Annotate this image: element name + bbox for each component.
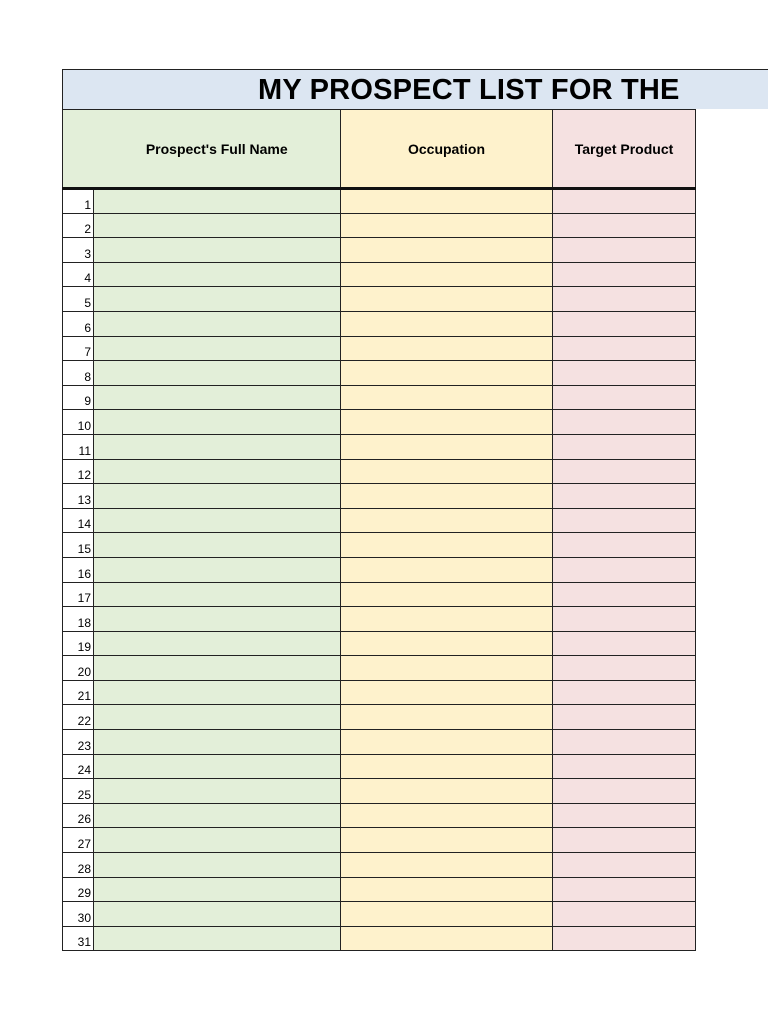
product-cell[interactable] [553, 754, 696, 779]
name-cell[interactable] [94, 557, 341, 582]
product-cell[interactable] [553, 926, 696, 951]
occupation-cell[interactable] [341, 631, 553, 656]
occupation-cell[interactable] [341, 926, 553, 951]
row-number: 16 [63, 557, 94, 582]
name-cell[interactable] [94, 680, 341, 705]
table-row [63, 631, 696, 656]
product-cell[interactable] [553, 434, 696, 459]
occupation-cell[interactable] [341, 705, 553, 730]
column-header-product: Target Product [553, 110, 696, 189]
row-number: 12 [63, 459, 94, 484]
name-cell[interactable] [94, 508, 341, 533]
table-row [63, 533, 696, 558]
occupation-cell[interactable] [341, 287, 553, 312]
row-number: 26 [63, 803, 94, 828]
product-cell[interactable] [553, 803, 696, 828]
row-number: 6 [63, 311, 94, 336]
table-row [63, 361, 696, 386]
occupation-cell[interactable] [341, 311, 553, 336]
row-number: 17 [63, 582, 94, 607]
table-row [63, 705, 696, 730]
table-row [63, 779, 696, 804]
prospect-table [62, 109, 696, 951]
product-cell[interactable] [553, 828, 696, 853]
table-row [63, 385, 696, 410]
name-cell[interactable] [94, 754, 341, 779]
product-cell[interactable] [553, 508, 696, 533]
product-cell[interactable] [553, 877, 696, 902]
name-cell[interactable] [94, 238, 341, 263]
name-cell[interactable] [94, 533, 341, 558]
product-cell[interactable] [553, 238, 696, 263]
table-row [63, 311, 696, 336]
row-number: 9 [63, 385, 94, 410]
occupation-cell[interactable] [341, 730, 553, 755]
row-number: 29 [63, 877, 94, 902]
table-row [63, 459, 696, 484]
row-number: 23 [63, 730, 94, 755]
table-row [63, 803, 696, 828]
occupation-cell[interactable] [341, 533, 553, 558]
table-row [63, 557, 696, 582]
name-cell[interactable] [94, 336, 341, 361]
occupation-cell[interactable] [341, 508, 553, 533]
table-row [63, 189, 696, 214]
name-cell[interactable] [94, 631, 341, 656]
occupation-cell[interactable] [341, 877, 553, 902]
product-cell[interactable] [553, 189, 696, 214]
row-number: 25 [63, 779, 94, 804]
occupation-cell[interactable] [341, 262, 553, 287]
occupation-cell[interactable] [341, 189, 553, 214]
row-number: 31 [63, 926, 94, 951]
product-cell[interactable] [553, 730, 696, 755]
row-number: 8 [63, 361, 94, 386]
name-cell[interactable] [94, 779, 341, 804]
row-number: 11 [63, 434, 94, 459]
name-cell[interactable] [94, 189, 341, 214]
product-cell[interactable] [553, 213, 696, 238]
product-cell[interactable] [553, 607, 696, 632]
product-cell[interactable] [553, 779, 696, 804]
name-cell[interactable] [94, 213, 341, 238]
row-number: 19 [63, 631, 94, 656]
product-cell[interactable] [553, 385, 696, 410]
name-cell[interactable] [94, 582, 341, 607]
product-cell[interactable] [553, 484, 696, 509]
name-cell[interactable] [94, 287, 341, 312]
product-cell[interactable] [553, 582, 696, 607]
occupation-cell[interactable] [341, 434, 553, 459]
table-row [63, 582, 696, 607]
sheet-title: MY PROSPECT LIST FOR THE [258, 74, 680, 106]
product-cell[interactable] [553, 287, 696, 312]
table-row [63, 607, 696, 632]
table-row [63, 287, 696, 312]
product-cell[interactable] [553, 361, 696, 386]
table-row [63, 853, 696, 878]
row-number: 10 [63, 410, 94, 435]
row-number: 30 [63, 902, 94, 927]
product-cell[interactable] [553, 656, 696, 681]
name-cell[interactable] [94, 434, 341, 459]
occupation-cell[interactable] [341, 385, 553, 410]
occupation-cell[interactable] [341, 902, 553, 927]
row-number-header [63, 110, 94, 189]
product-cell[interactable] [553, 557, 696, 582]
column-header-name: Prospect's Full Name [94, 110, 341, 189]
name-cell[interactable] [94, 705, 341, 730]
table-row [63, 508, 696, 533]
table-row [63, 410, 696, 435]
row-number: 4 [63, 262, 94, 287]
table-row [63, 336, 696, 361]
name-cell[interactable] [94, 656, 341, 681]
occupation-cell[interactable] [341, 607, 553, 632]
name-cell[interactable] [94, 607, 341, 632]
name-cell[interactable] [94, 877, 341, 902]
name-cell[interactable] [94, 828, 341, 853]
table-row [63, 926, 696, 951]
name-cell[interactable] [94, 311, 341, 336]
name-cell[interactable] [94, 926, 341, 951]
occupation-cell[interactable] [341, 582, 553, 607]
table-body [63, 189, 696, 951]
table-row [63, 213, 696, 238]
occupation-cell[interactable] [341, 361, 553, 386]
name-cell[interactable] [94, 361, 341, 386]
name-cell[interactable] [94, 484, 341, 509]
table-row [63, 828, 696, 853]
occupation-cell[interactable] [341, 336, 553, 361]
product-cell[interactable] [553, 853, 696, 878]
table-row [63, 262, 696, 287]
table-row [63, 484, 696, 509]
header-row [63, 110, 696, 189]
occupation-cell[interactable] [341, 557, 553, 582]
row-number: 27 [63, 828, 94, 853]
row-number: 15 [63, 533, 94, 558]
occupation-cell[interactable] [341, 779, 553, 804]
product-cell[interactable] [553, 410, 696, 435]
column-header-occupation: Occupation [341, 110, 553, 189]
name-cell[interactable] [94, 262, 341, 287]
name-cell[interactable] [94, 902, 341, 927]
row-number: 20 [63, 656, 94, 681]
table-row [63, 877, 696, 902]
table-row [63, 434, 696, 459]
table-row [63, 730, 696, 755]
name-cell[interactable] [94, 730, 341, 755]
product-cell[interactable] [553, 705, 696, 730]
name-cell[interactable] [94, 853, 341, 878]
name-cell[interactable] [94, 459, 341, 484]
product-cell[interactable] [553, 311, 696, 336]
occupation-cell[interactable] [341, 828, 553, 853]
row-number: 28 [63, 853, 94, 878]
row-number: 24 [63, 754, 94, 779]
title-band [62, 69, 768, 109]
occupation-cell[interactable] [341, 410, 553, 435]
table-row [63, 238, 696, 263]
product-cell[interactable] [553, 631, 696, 656]
occupation-cell[interactable] [341, 484, 553, 509]
row-number: 14 [63, 508, 94, 533]
occupation-cell[interactable] [341, 853, 553, 878]
product-cell[interactable] [553, 262, 696, 287]
row-number: 3 [63, 238, 94, 263]
occupation-cell[interactable] [341, 754, 553, 779]
product-cell[interactable] [553, 533, 696, 558]
row-number: 5 [63, 287, 94, 312]
product-cell[interactable] [553, 680, 696, 705]
occupation-cell[interactable] [341, 459, 553, 484]
row-number: 22 [63, 705, 94, 730]
table-row [63, 754, 696, 779]
name-cell[interactable] [94, 410, 341, 435]
row-number: 18 [63, 607, 94, 632]
table-row [63, 680, 696, 705]
row-number: 1 [63, 189, 94, 214]
product-cell[interactable] [553, 902, 696, 927]
product-cell[interactable] [553, 336, 696, 361]
occupation-cell[interactable] [341, 213, 553, 238]
product-cell[interactable] [553, 459, 696, 484]
row-number: 13 [63, 484, 94, 509]
table-row [63, 902, 696, 927]
occupation-cell[interactable] [341, 656, 553, 681]
row-number: 21 [63, 680, 94, 705]
name-cell[interactable] [94, 803, 341, 828]
table-row [63, 656, 696, 681]
row-number: 7 [63, 336, 94, 361]
occupation-cell[interactable] [341, 238, 553, 263]
occupation-cell[interactable] [341, 680, 553, 705]
row-number: 2 [63, 213, 94, 238]
name-cell[interactable] [94, 385, 341, 410]
occupation-cell[interactable] [341, 803, 553, 828]
